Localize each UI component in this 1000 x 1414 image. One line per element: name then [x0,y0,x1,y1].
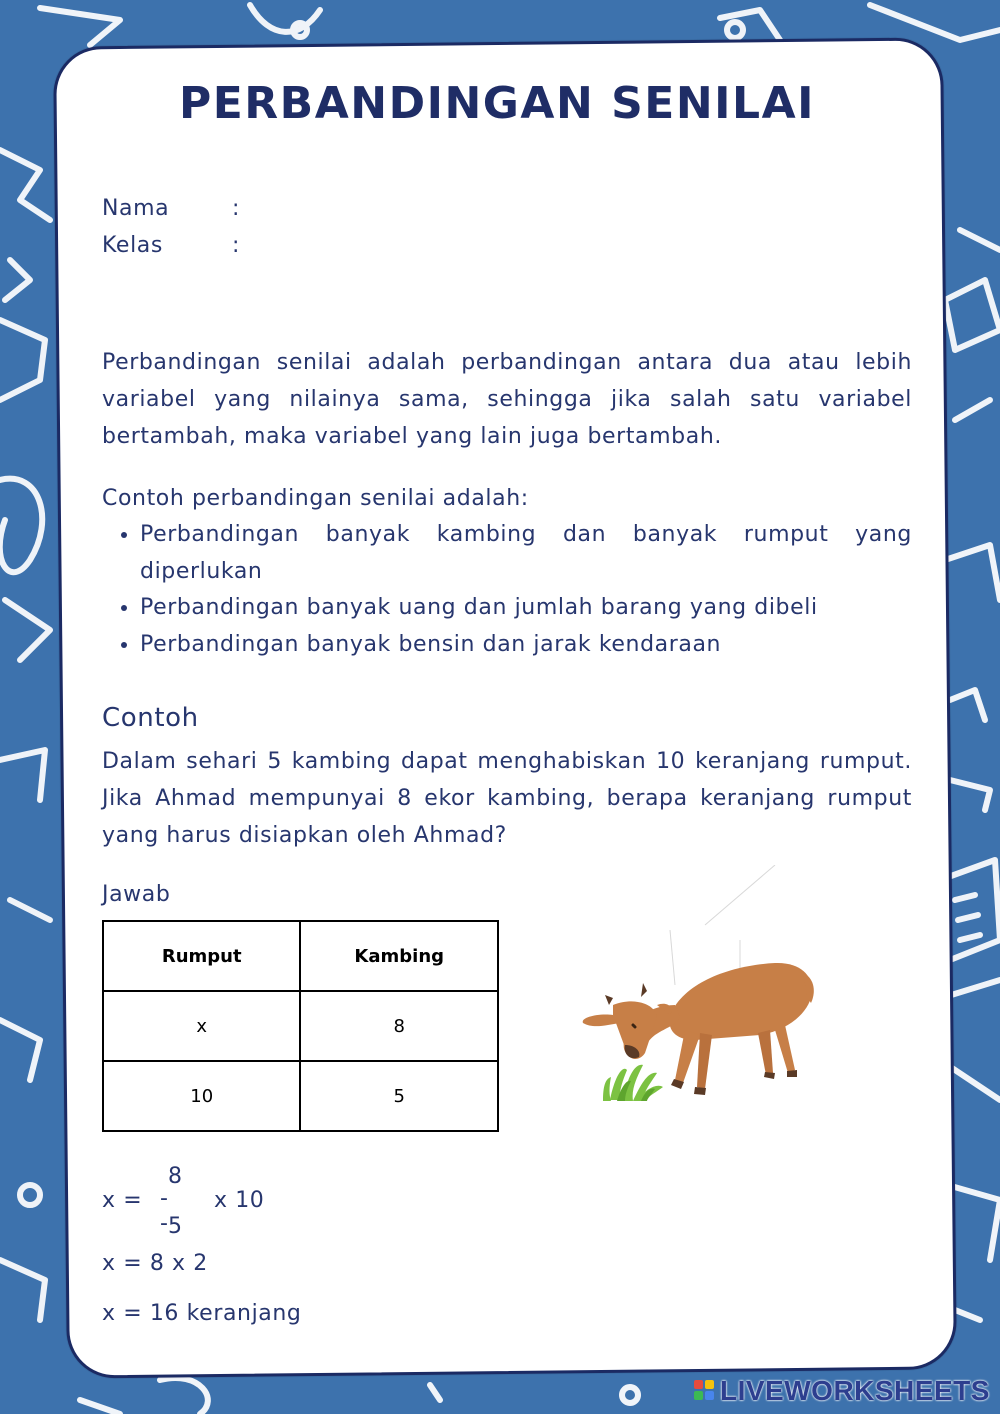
examples-list [102,517,912,663]
step1-prefix: x = [102,1188,143,1213]
class-row [102,228,240,264]
table-header-row [103,921,498,991]
liveworksheets-logo-icon [694,1380,716,1402]
liveworksheets-logo [694,1374,990,1408]
class-label: Kelas [102,233,163,258]
fraction-numerator: 8 [168,1164,183,1189]
table-row [103,991,498,1061]
fraction-bar: -- [160,1186,169,1236]
table-cell: 5 [300,1061,498,1131]
table-cell: 10 [103,1061,300,1131]
list-item: • Perbandingan banyak kambing dan banyak rumput yang diperlukan [140,517,912,590]
problem-paragraph: Dalam sehari 5 kambing dapat menghabiskan 10 keranjang rumput. Jika Ahmad mempunyai 8 ekor kambing, berapa keranjang rumput yang harus disiapkan oleh Ahmad? [102,749,912,848]
definition-paragraph: Perbandingan senilai adalah perbandingan antara dua atau lebih variabel yang nilainya sama, sehingga jika salah satu variabel bertambah, maka variabel yang lain juga bertambah. [102,350,912,449]
header-kambing: Kambing [300,921,498,991]
answer-table [102,920,499,1132]
class-separator: : [232,233,241,258]
table-cell: x [103,991,300,1061]
header-rumput: Rumput [103,921,300,991]
list-item: • Perbandingan banyak uang dan jumlah barang yang dibeli [140,590,912,627]
fraction-denominator: 5 [168,1214,183,1239]
solution-step-2: x = 8 x 2 [102,1251,208,1276]
answer-label: Jawab [102,882,171,907]
solution-step-3: x = 16 keranjang [102,1301,302,1326]
name-label: Nama [102,196,170,221]
example-heading: Contoh [102,703,199,733]
step1-suffix: x 10 [214,1188,265,1213]
name-separator: : [232,196,241,221]
table-cell: 8 [300,991,498,1061]
page-title: PERBANDINGAN SENILAI [178,78,816,129]
name-row [102,191,240,227]
examples-intro: Contoh perbandingan senilai adalah: [102,486,529,511]
goat-illustration [575,865,825,1110]
list-item: • Perbandingan banyak bensin dan jarak kendaraan [140,627,912,664]
table-row [103,1061,498,1131]
worksheet-content [102,0,912,1414]
liveworksheets-logo-text: LIVEWORKSHEETS [720,1375,990,1406]
